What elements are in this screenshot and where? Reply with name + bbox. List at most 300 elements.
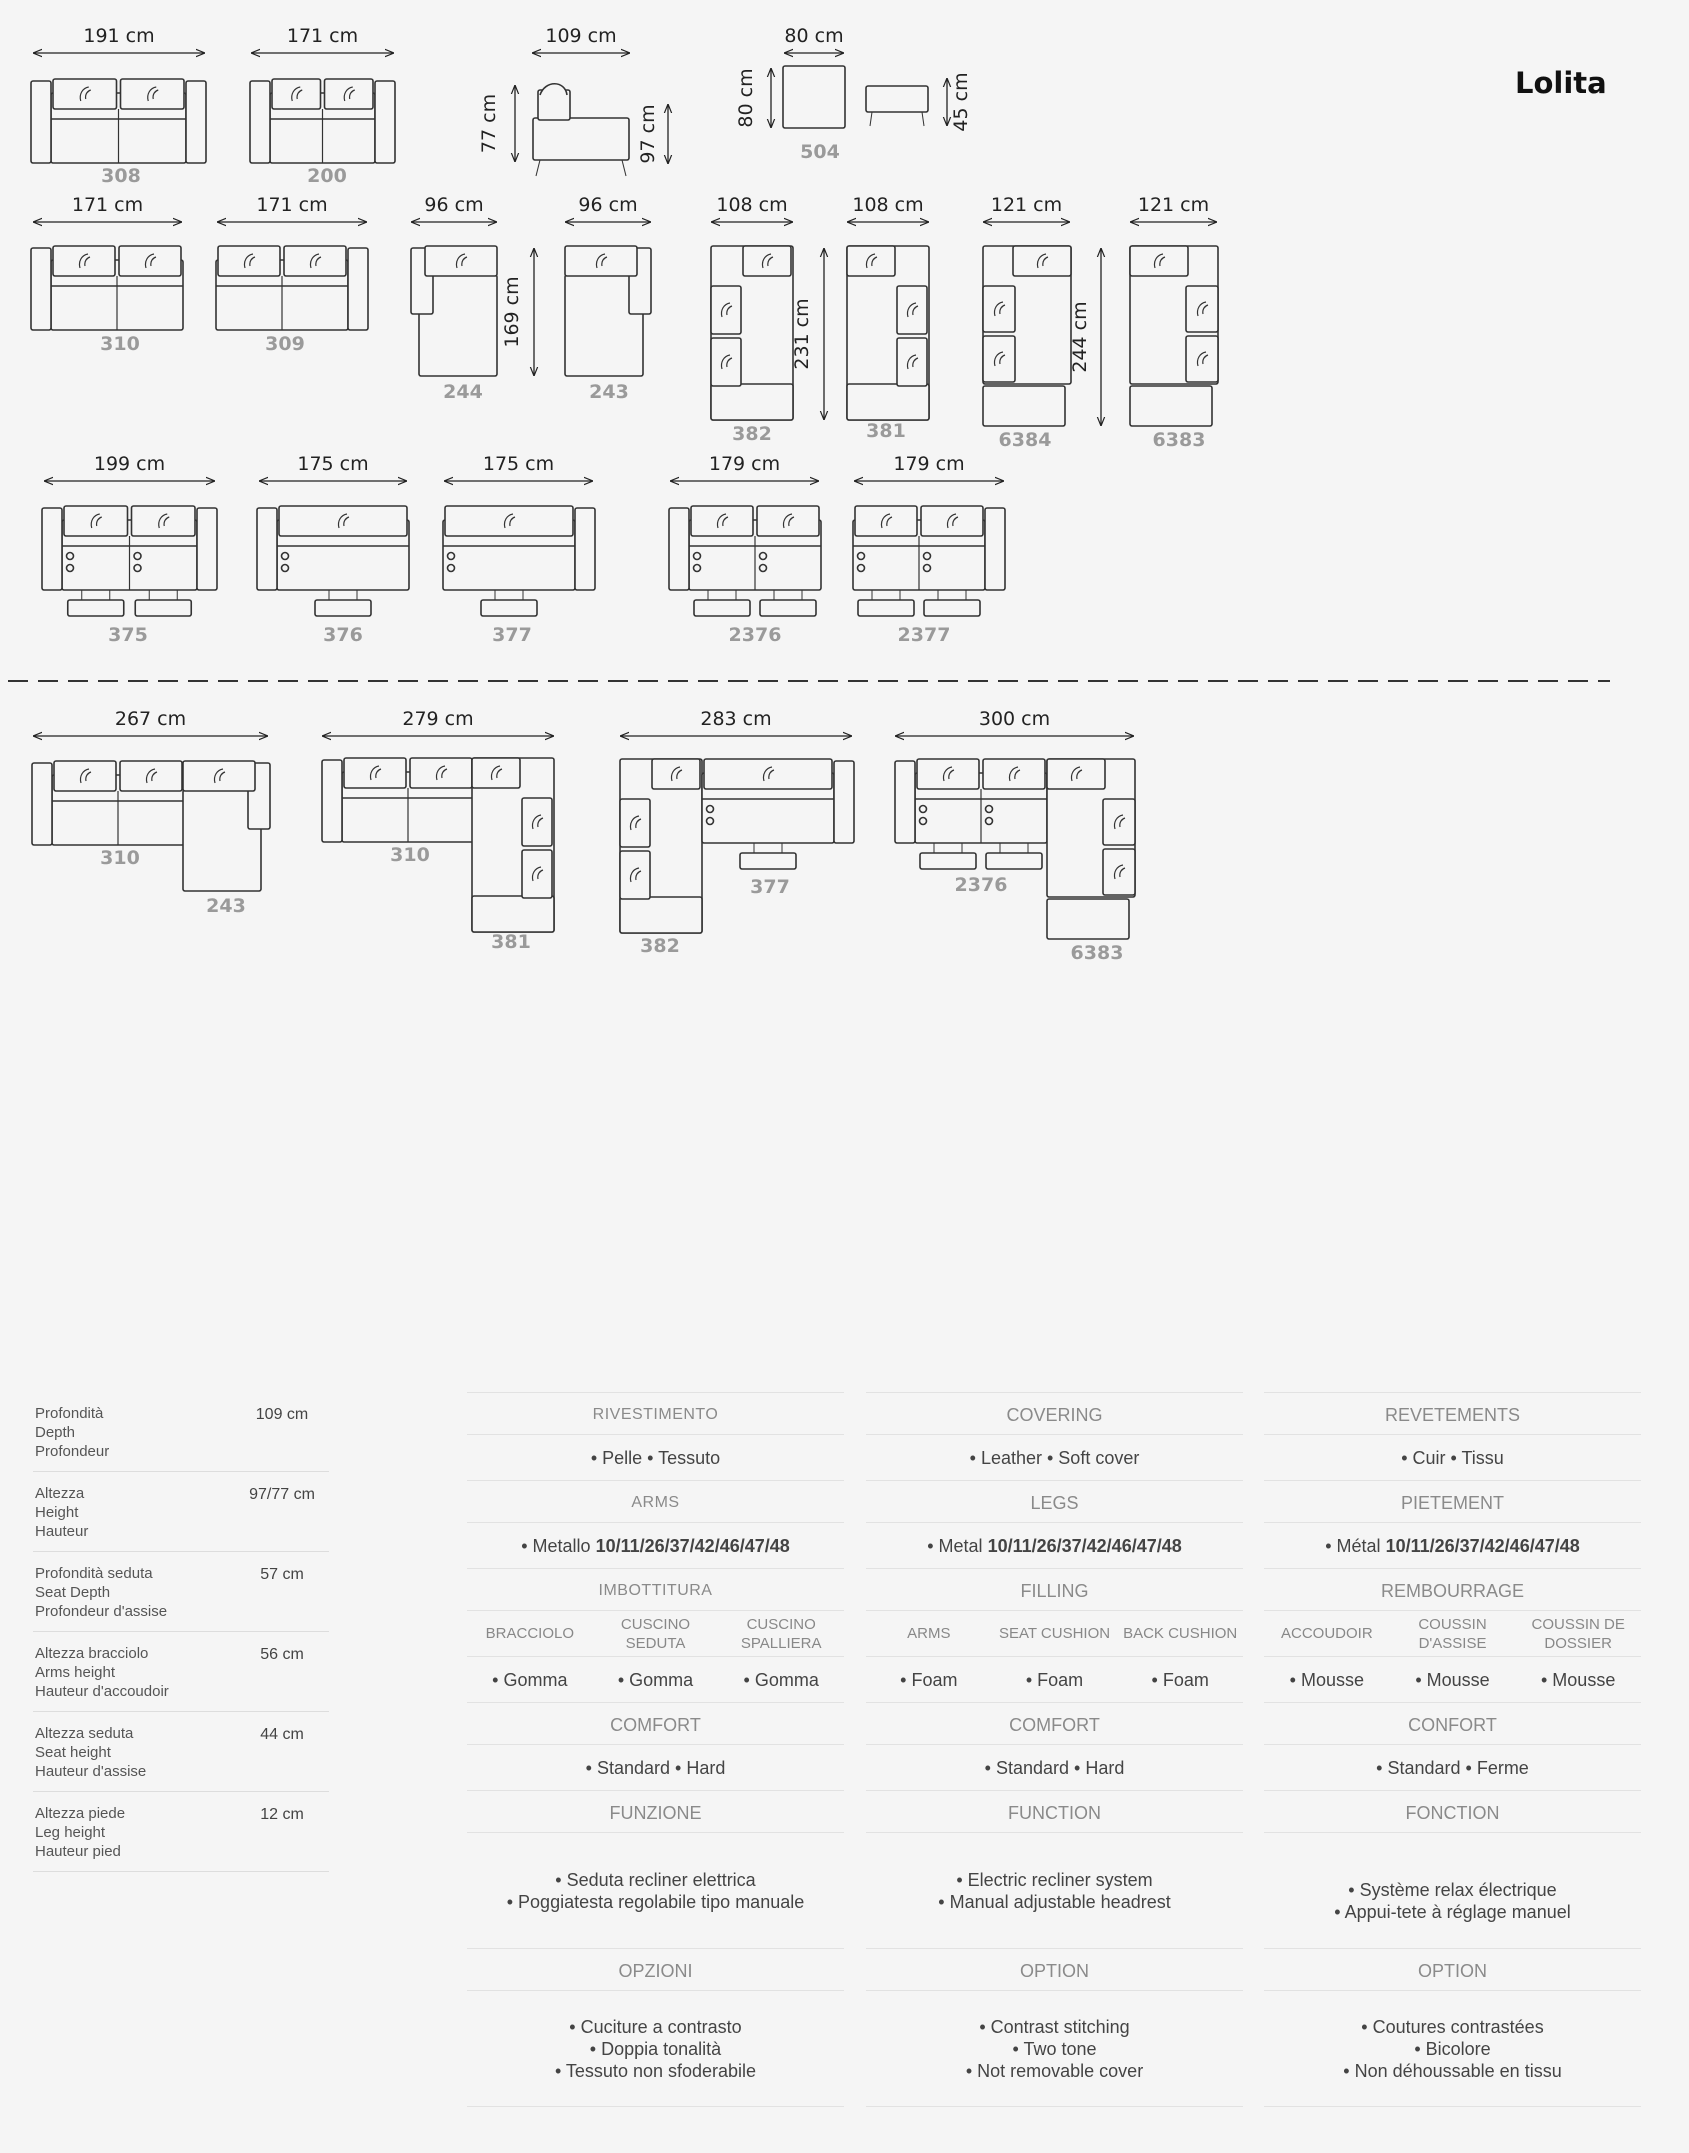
dimension-label: 108 cm [852,194,924,216]
legs-value [1264,1523,1641,1568]
spec-label: Seat Depth [35,1584,111,1601]
function-title: FONCTION [1264,1790,1641,1833]
back-cushion [704,759,832,789]
armrest [348,248,368,330]
armrest [375,81,395,163]
filling-title: REMBOURRAGE [1264,1568,1641,1611]
function-line: • Poggiatesta regolabile tipo manuale [506,1891,805,1912]
control-button [694,565,701,572]
spec-value: 12 cm [260,1806,304,1823]
spec-label: Hauteur pied [35,1843,121,1860]
dimension-label: 171 cm [256,194,328,216]
back-cushion [897,338,927,386]
corner-module [847,246,929,420]
pouf [783,66,845,128]
back-cushion [757,506,819,536]
dimension-label: 179 cm [708,453,781,475]
filling-val: • Foam [1025,1670,1084,1690]
end-cushion [847,384,929,420]
legs-prefix: • Metallo [521,1536,596,1556]
covering-value: • Pelle • Tessuto [590,1448,721,1468]
dimension-label: 199 cm [93,453,166,475]
control-button [134,553,141,560]
corner-module [472,758,554,932]
option-title: OPTION [866,1948,1243,1991]
sofa-module [669,506,821,616]
filling-val: • Foam [900,1670,958,1690]
back-cushion [344,758,406,788]
spec-row [33,1472,329,1552]
corner-module [1047,759,1135,939]
model-code: 310 [100,333,140,355]
footrest [694,600,750,616]
back-cushion [410,758,472,788]
end-cushion [472,896,554,932]
back-cushion [921,506,983,536]
model-code: 2377 [897,624,951,646]
model-code: 200 [307,165,347,187]
footrest [68,600,124,616]
sofa-side-view [533,84,629,176]
control-button [760,553,767,560]
spec-label: Hauteur d'accoudoir [35,1683,169,1700]
armrest [31,248,51,330]
filling-val: • Mousse [1289,1670,1364,1690]
end-cushion [983,386,1065,426]
control-button [448,565,455,572]
back-cushion [1103,849,1135,895]
footrest [135,600,191,616]
armrest [197,508,217,590]
sofa-module [250,79,395,163]
spec-row [33,1392,329,1472]
model-code: 377 [492,624,532,646]
back-cushion [54,761,116,791]
footrest [858,600,914,616]
spec-label: Leg height [35,1824,106,1841]
leg [536,160,540,176]
sofa-module [257,506,409,616]
spec-value: 97/77 cm [249,1486,315,1503]
function-line: • Electric recliner system [956,1869,1153,1890]
model-code: 2376 [954,874,1008,896]
function-lines [467,1833,844,1948]
dimension-label: 231 cm [791,298,813,370]
model-code: 381 [866,420,906,442]
spec-label: Altezza piede [35,1805,126,1822]
filling-sub: ARMS [907,1625,951,1642]
model-code: 309 [265,333,305,355]
comfort-title: COMFORT [467,1702,844,1745]
dimension-label: 171 cm [286,25,359,47]
option-lines [1264,1991,1641,2107]
back-cushion [279,506,407,536]
option-line: • Coutures contrastées [1361,2016,1544,2037]
sofa-module [32,761,184,845]
back-cushion [983,336,1015,382]
back-cushion [53,79,117,109]
back-cushion [120,761,182,791]
control-button [920,818,927,825]
corner-module [711,246,793,420]
option-line: • Tessuto non sfoderabile [554,2060,757,2081]
footrest [740,853,796,869]
control-button [134,565,141,572]
headrest [540,84,567,95]
dimension-label: 179 cm [893,453,965,475]
option-lines [467,1991,844,2107]
back-cushion [1130,246,1188,276]
dimension-label: 97 cm [637,104,659,164]
filling-title: FILLING [866,1568,1243,1611]
filling-sub: BACK CUSHION [1123,1625,1238,1642]
legs-title: LEGS [866,1480,1243,1523]
model-code: 2376 [728,624,782,646]
back-cushion [121,79,185,109]
column-french [1264,1392,1641,2107]
dimension-label: 283 cm [700,708,772,730]
legs-prefix: • Metal [927,1536,988,1556]
filling-subheaders [467,1611,844,1657]
covering-title: RIVESTIMENTO [467,1392,844,1435]
leg [870,112,872,126]
filling-subheaders [1264,1611,1641,1657]
filling-sub: COUSSIN DE DOSSIER [1531,1615,1625,1652]
dimension-specs-table [33,1392,329,1872]
footrest [315,600,371,616]
legs-prefix: • Métal [1325,1536,1386,1556]
filling-sub: SEAT CUSHION [998,1625,1111,1642]
filling-sub: CUSCINO SPALLIERA [740,1615,822,1652]
control-button [924,565,931,572]
comfort-value: • Standard • Ferme [1376,1758,1529,1778]
filling-sub: BRACCIOLO [485,1625,575,1642]
control-button [282,553,289,560]
control-button [448,553,455,560]
sofa-module [895,759,1047,869]
model-code: 504 [800,141,840,163]
option-title: OPZIONI [467,1948,844,1991]
option-line: • Doppia tonalità [589,2038,722,2059]
back-cushion [620,799,650,847]
corner-module [1130,246,1218,426]
model-code: 310 [100,847,140,869]
control-button [924,553,931,560]
spec-value: 56 cm [260,1646,304,1663]
filling-title: IMBOTTITURA [467,1568,844,1611]
back-cushion [917,759,979,789]
armrest [985,508,1005,590]
back-cushion [565,246,637,276]
spec-label: Altezza [35,1485,85,1502]
model-code: 375 [108,624,148,646]
sofa-module [443,506,595,616]
dimension-label: 80 cm [735,68,757,128]
model-code: 244 [443,381,483,403]
column-italian [467,1392,844,2107]
spec-row [33,1552,329,1632]
dimension-label: 279 cm [402,708,474,730]
chaise-module [183,761,270,891]
covering-title: REVETEMENTS [1264,1392,1641,1435]
filling-values [467,1657,844,1702]
dimension-label: 267 cm [114,708,187,730]
end-cushion [620,897,702,933]
dimension-label: 244 cm [1069,301,1091,373]
spec-value: 44 cm [260,1726,304,1743]
back-cushion [652,759,700,789]
comfort-value: • Standard • Hard [585,1758,726,1778]
spec-row [33,1632,329,1712]
dimension-label: 108 cm [716,194,788,216]
filling-sub: COUSSIN D'ASSISE [1418,1615,1487,1652]
model-code: 6383 [1152,429,1206,451]
back-cushion [1013,246,1071,276]
dimension-label: 175 cm [482,453,555,475]
chaise-module [411,246,497,376]
filling-sub: ACCOUDOIR [1281,1625,1373,1642]
back-cushion [983,286,1015,332]
dimension-label: 191 cm [83,25,155,47]
spec-label: Altezza seduta [35,1725,134,1742]
back-cushion [743,246,791,276]
control-button [986,818,993,825]
sofa-module [31,246,183,330]
back-cushion [284,246,346,276]
back-cushion [983,759,1045,789]
control-button [67,553,74,560]
dimension-label: 45 cm [950,72,972,132]
function-lines [866,1833,1243,1948]
function-line: • Système relax électrique [1348,1879,1557,1900]
spec-label: Arms height [35,1664,116,1681]
back-cushion [132,506,196,536]
armrest [186,81,206,163]
back-cushion [897,286,927,334]
sofa-module [31,79,206,163]
back-cushion [711,338,741,386]
option-line: • Bicolore [1414,2038,1491,2059]
filling-val: • Mousse [1541,1670,1616,1690]
legs-codes: 10/11/26/37/42/46/47/48 [595,1536,790,1556]
back-cushion [445,506,573,536]
back-cushion [272,79,321,109]
filling-val: • Gomma [617,1670,694,1690]
spec-row [33,1792,329,1872]
armrest [32,763,52,845]
filling-values [866,1657,1243,1702]
back-cushion [183,761,255,791]
column-english [866,1392,1243,2107]
spec-label: Hauteur d'assise [35,1763,147,1780]
sofa-module [216,246,368,330]
filling-subheaders [866,1611,1243,1657]
sofa-module [322,758,474,842]
leg [922,112,924,126]
function-lines [1264,1833,1641,1948]
side-seat [533,118,629,160]
sofa-module [702,759,854,869]
spec-label: Profondeur [35,1443,110,1460]
dimension-label: 109 cm [545,25,617,47]
armrest [669,508,689,590]
dimension-label: 169 cm [501,276,523,348]
legs-value [467,1523,844,1568]
footrest [760,600,816,616]
model-code: 376 [323,624,363,646]
back-cushion [855,506,917,536]
end-cushion [1130,386,1212,426]
armrest [575,508,595,590]
option-line: • Not removable cover [965,2060,1144,2081]
control-button [707,818,714,825]
control-button [760,565,767,572]
corner-module [983,246,1071,426]
dimension-label: 77 cm [478,93,500,154]
filling-values [1264,1657,1641,1702]
function-title: FUNZIONE [467,1790,844,1833]
end-cushion [711,384,793,420]
footrest [481,600,537,616]
option-line: • Two tone [1012,2038,1097,2059]
option-lines [866,1991,1243,2107]
sofa-configurations-drawing [0,0,1689,1000]
armrest [250,81,270,163]
spec-row [33,1712,329,1792]
comfort-title: CONFORT [1264,1702,1641,1745]
model-code: 381 [491,931,531,953]
armrest [31,81,51,163]
back-cushion [522,850,552,898]
option-line: • Non déhoussable en tissu [1343,2060,1562,2081]
spec-value: 57 cm [260,1566,304,1583]
armrest [895,761,915,843]
back-cushion [691,506,753,536]
back-cushion [847,246,895,276]
sofa-module [42,506,217,616]
option-title: OPTION [1264,1948,1641,1991]
covering-value: • Cuir • Tissu [1401,1448,1504,1468]
dimension-label: 96 cm [424,194,484,216]
spec-label: Depth [35,1424,76,1441]
filling-sub: CUSCINO SEDUTA [620,1615,691,1652]
spec-label: Seat height [35,1744,111,1761]
legs-codes: 10/11/26/37/42/46/47/48 [1385,1536,1580,1556]
back-cushion [1186,336,1218,382]
dimension-label: 96 cm [578,194,638,216]
back-cushion [53,246,115,276]
dimension-label: 300 cm [978,708,1051,730]
function-line: • Appui-tete à réglage manuel [1334,1901,1571,1922]
end-cushion [1047,899,1129,939]
option-line: • Contrast stitching [979,2016,1130,2037]
spec-label: Hauteur [35,1523,89,1540]
footrest [924,600,980,616]
back-cushion [325,79,374,109]
model-code: 6383 [1070,942,1124,964]
back-cushion [64,506,128,536]
model-code: 6384 [998,429,1052,451]
option-line: • Cuciture a contrasto [569,2016,742,2037]
spec-value: 109 cm [255,1406,309,1423]
back-cushion [522,798,552,846]
spec-label: Altezza bracciolo [35,1645,149,1662]
legs-value [866,1523,1243,1568]
dimension-label: 121 cm [1137,194,1210,216]
dimension-label: 171 cm [71,194,144,216]
spec-label: Height [35,1504,79,1521]
control-button [858,565,865,572]
control-button [67,565,74,572]
function-title: FUNCTION [866,1790,1243,1833]
legs-title: PIETEMENT [1264,1480,1641,1523]
filling-val: • Gomma [743,1670,819,1690]
armrest [322,760,342,842]
back-cushion [1186,286,1218,332]
model-code: 243 [206,895,246,917]
control-button [920,806,927,813]
pouf-side-view [866,86,928,126]
control-button [694,553,701,560]
chaise-module [565,246,651,376]
brand-title: Lolita [1515,66,1607,100]
back-cushion [425,246,497,276]
model-code: 243 [589,381,629,403]
filling-val: • Foam [1151,1670,1209,1690]
spec-label: Profondità seduta [35,1565,153,1582]
model-code: 377 [750,876,790,898]
back-cushion [218,246,280,276]
armrest [834,761,854,843]
dimension-label: 121 cm [990,194,1063,216]
legs-codes: 10/11/26/37/42/46/47/48 [987,1536,1182,1556]
footrest [920,853,976,869]
comfort-value: • Standard • Hard [984,1758,1125,1778]
spec-label: Profondità [35,1405,104,1422]
dimension-label: 80 cm [784,25,844,47]
function-line: • Manual adjustable headrest [938,1891,1171,1912]
corner-module [620,759,702,933]
back-cushion [1103,799,1135,845]
back-cushion [711,286,741,334]
model-code: 382 [640,935,680,957]
model-code: 382 [732,423,772,445]
function-line: • Seduta recliner elettrica [555,1869,756,1890]
footrest [986,853,1042,869]
model-code: 310 [390,844,430,866]
back-cushion [472,758,520,788]
leg [622,160,626,176]
dimension-label: 175 cm [297,453,369,475]
control-button [282,565,289,572]
legs-title: ARMS [467,1480,844,1523]
covering-value: • Leather • Soft cover [969,1448,1140,1468]
back-cushion [1047,759,1105,789]
comfort-title: COMFORT [866,1702,1243,1745]
armrest [42,508,62,590]
back-cushion [119,246,181,276]
model-code: 308 [101,165,141,187]
pouf-body [866,86,928,112]
filling-val: • Mousse [1415,1670,1490,1690]
control-button [707,806,714,813]
control-button [986,806,993,813]
filling-val: • Gomma [492,1670,568,1690]
armrest [257,508,277,590]
pouf-top-view [783,66,845,128]
sofa-module [853,506,1005,616]
covering-title: COVERING [866,1392,1243,1435]
